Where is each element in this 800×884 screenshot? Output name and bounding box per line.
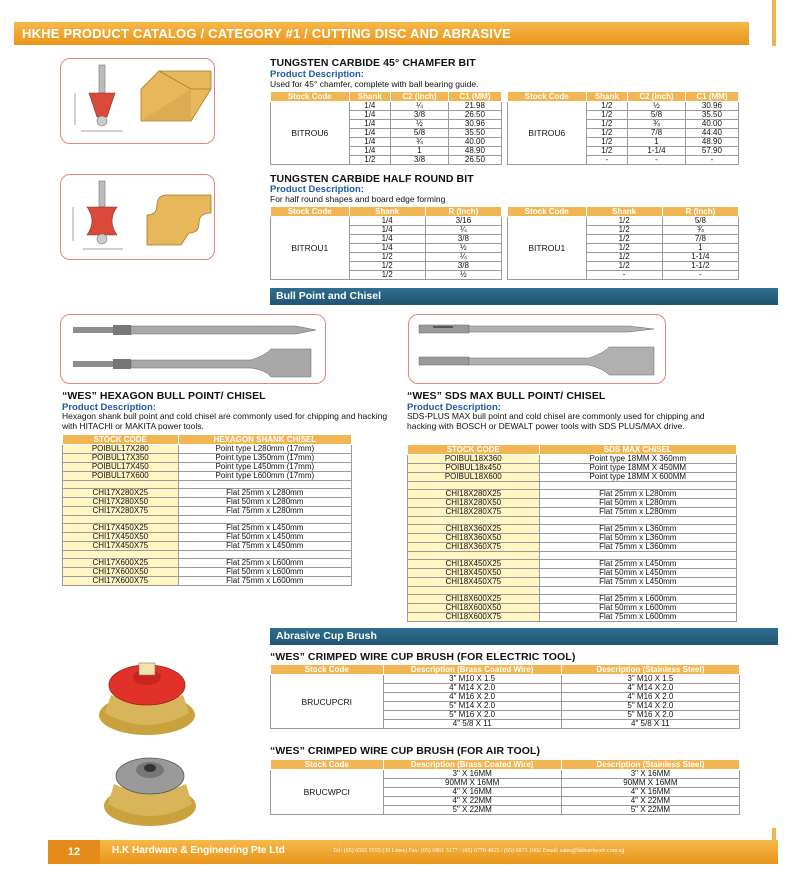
- table-cell: POIBUL17X280: [63, 445, 179, 454]
- table-cell: 1/4: [349, 111, 391, 120]
- table-cell: 1/2: [586, 217, 662, 226]
- table-cell: 35.50: [685, 111, 738, 120]
- table-cell: 4" 5/8 X 11: [561, 720, 739, 729]
- table-cell: Flat 50mm x L360mm: [539, 534, 736, 543]
- table-cell: CHI18X600X50: [408, 604, 540, 613]
- column-header: Shank: [349, 92, 391, 102]
- table-cell: Flat 75mm x L450mm: [178, 542, 351, 551]
- page-number: 12: [48, 840, 100, 864]
- column-header: Stock Code: [508, 92, 587, 102]
- table-cell: 3" M10 X 1.5: [561, 675, 739, 684]
- table-cell: 1/4: [349, 217, 425, 226]
- table-cell: CHI18X360X50: [408, 534, 540, 543]
- table-cell: 4" X 16MM: [383, 788, 561, 797]
- cup-electric-title: “WES” CRIMPED WIRE CUP BRUSH (FOR ELECTRIC TOOL): [270, 651, 576, 663]
- stock-code-cell: BITROU6: [271, 102, 350, 165]
- column-header: Stock Code: [508, 207, 587, 217]
- table-cell: 5/8: [391, 129, 449, 138]
- column-header: HEXAGON SHANK CHISEL: [178, 435, 351, 445]
- sds-desc: SDS-PLUS MAX bull point and cold chisel are commonly used for chipping and hacking with BOSCH or DEWALT power tools with SDS PLUS/MAX drive.: [407, 411, 705, 431]
- table-cell: ¼: [425, 253, 501, 262]
- column-header: R (Inch): [425, 207, 501, 217]
- table-cell: 3/16: [425, 217, 501, 226]
- table-cell: -: [586, 156, 628, 165]
- table-cell: 3/8: [425, 235, 501, 244]
- table-cell: 44.40: [685, 129, 738, 138]
- table-cell: 1: [662, 244, 738, 253]
- table-cell: 1/4: [349, 235, 425, 244]
- table-cell: CHI18X600X25: [408, 595, 540, 604]
- column-header: Stock Code: [271, 760, 384, 770]
- table-cell: Flat 75mm x L450mm: [539, 578, 736, 587]
- table-cell: POIBUL18X360: [408, 455, 540, 464]
- decorative-line-bottom: [772, 828, 776, 840]
- table-cell: CHI17X600X25: [63, 559, 179, 568]
- table-cell: 26.50: [448, 111, 501, 120]
- hex-title: “WES” HEXAGON BULL POINT/ CHISEL: [62, 390, 266, 402]
- column-header: C2 (Inch): [628, 92, 686, 102]
- column-header: Shank: [586, 92, 628, 102]
- table-cell: -: [586, 271, 662, 280]
- table-row: [63, 542, 352, 551]
- table-cell: Flat 25mm x L280mm: [178, 489, 351, 498]
- table-cell: POIBUL18X600: [408, 473, 540, 482]
- chamfer-table-left: [270, 91, 502, 165]
- table-cell: 3/8: [425, 262, 501, 271]
- column-header: Description (Stainless Steel): [561, 665, 739, 675]
- table-cell: 4" M16 X 2.0: [561, 693, 739, 702]
- chamfer-bit-image: [60, 58, 215, 144]
- column-header: C1 (MM): [685, 92, 738, 102]
- half-round-table-right: [507, 206, 739, 280]
- table-cell: Flat 25mm x L280mm: [539, 490, 736, 499]
- cup-air-title: “WES” CRIMPED WIRE CUP BRUSH (FOR AIR TOOL): [270, 745, 541, 757]
- table-cell: Point type L600mm (17mm): [178, 472, 351, 481]
- table-cell: Point type L280mm (17mm): [178, 445, 351, 454]
- table-cell: 1/4: [349, 120, 391, 129]
- table-cell: 4" X 22MM: [383, 797, 561, 806]
- table-cell: 40.00: [448, 138, 501, 147]
- table-cell: Flat 75mm x L280mm: [539, 508, 736, 517]
- table-cell: 1/2: [586, 235, 662, 244]
- chamfer-title: TUNGSTEN CARBIDE 45° CHAMFER BIT: [270, 57, 476, 69]
- table-cell: 4" X 16MM: [561, 788, 739, 797]
- table-cell: 1/4: [349, 226, 425, 235]
- table-cell: 1/2: [586, 226, 662, 235]
- hex-chisel-image: [60, 314, 326, 384]
- company-name: H.K Hardware & Engineering Pte Ltd: [112, 845, 285, 856]
- table-cell: -: [662, 271, 738, 280]
- table-cell: 1-1/4: [628, 147, 686, 156]
- table-cell: Flat 25mm x L600mm: [539, 595, 736, 604]
- table-cell: CHI17X450X50: [63, 533, 179, 542]
- chamfer-desc-heading: Product Description:: [270, 69, 364, 80]
- table-cell: 7/8: [662, 235, 738, 244]
- table-cell: 5" M14 X 2.0: [383, 702, 561, 711]
- column-header: STOCK CODE: [63, 435, 179, 445]
- table-cell: 4" M16 X 2.0: [383, 693, 561, 702]
- sds-desc-heading: Product Description:: [407, 402, 501, 413]
- table-cell: 5/8: [662, 217, 738, 226]
- table-cell: Flat 75mm x L280mm: [178, 507, 351, 516]
- table-cell: Flat 75mm x L600mm: [539, 613, 736, 622]
- table-cell: ¾: [662, 226, 738, 235]
- table-cell: 30.96: [685, 102, 738, 111]
- table-cell: 3" X 16MM: [561, 770, 739, 779]
- table-row: [408, 578, 737, 587]
- table-cell: 1/2: [586, 253, 662, 262]
- hex-desc: Hexagon shank bull point and cold chisel are commonly used for chipping and hacking with HITACHI or MAKITA power tools.: [62, 411, 388, 431]
- column-header: Shank: [349, 207, 425, 217]
- table-cell: 1/2: [586, 262, 662, 271]
- table-cell: 90MM X 16MM: [383, 779, 561, 788]
- catalog-banner: HKHE PRODUCT CATALOG / CATEGORY #1 / CUTTING DISC AND ABRASIVE: [14, 22, 749, 45]
- contact-info: Tel: (65) 6565 5555 (30 Lines) Fax: (65) 6861 3177 / (65) 6778 4025 / (65) 6873 1602 Email: sales@hkhardware.com.sg: [333, 848, 625, 854]
- table-cell: 48.90: [448, 147, 501, 156]
- column-header: Stock Code: [271, 92, 350, 102]
- table-cell: 1: [391, 147, 449, 156]
- table-cell: 48.90: [685, 138, 738, 147]
- table-cell: 1/2: [586, 129, 628, 138]
- column-header: Description (Brass Coated Wire): [383, 760, 561, 770]
- sds-chisel-image: [408, 314, 666, 384]
- cup-brush-electric-image: [95, 655, 200, 740]
- table-cell: ¼: [391, 102, 449, 111]
- column-header: Shank: [586, 207, 662, 217]
- table-cell: 1/2: [586, 111, 628, 120]
- column-header: C2 (Inch): [391, 92, 449, 102]
- table-cell: Flat 50mm x L280mm: [539, 499, 736, 508]
- sds-title: “WES” SDS MAX BULL POINT/ CHISEL: [407, 390, 606, 402]
- table-cell: Flat 75mm x L600mm: [178, 577, 351, 586]
- table-cell: 1/2: [349, 271, 425, 280]
- table-row: [408, 473, 737, 482]
- table-cell: POIBUL17X600: [63, 472, 179, 481]
- table-cell: ½: [391, 120, 449, 129]
- column-header: Description (Stainless Steel): [561, 760, 739, 770]
- table-cell: 90MM X 16MM: [561, 779, 739, 788]
- table-cell: Flat 50mm x L280mm: [178, 498, 351, 507]
- cup-electric-table: [270, 664, 740, 729]
- table-cell: 5/8: [628, 111, 686, 120]
- table-cell: 3" X 16MM: [383, 770, 561, 779]
- table-cell: 4" M14 X 2.0: [561, 684, 739, 693]
- table-cell: ¾: [628, 120, 686, 129]
- table-cell: CHI18X280X75: [408, 508, 540, 517]
- table-cell: POIBUL18x450: [408, 464, 540, 473]
- cup-brush-air-image: [100, 748, 200, 830]
- table-row: [63, 507, 352, 516]
- table-cell: 1-1/4: [662, 253, 738, 262]
- table-cell: 1/2: [586, 102, 628, 111]
- stock-code-cell: BITROU1: [508, 217, 587, 280]
- table-cell: 1/4: [349, 147, 391, 156]
- column-header: SDS MAX CHISEL: [539, 445, 736, 455]
- table-cell: 1/4: [349, 138, 391, 147]
- table-cell: 5" M16 X 2.0: [383, 711, 561, 720]
- table-cell: Point type 18MM X 600MM: [539, 473, 736, 482]
- table-cell: CHI18X280X50: [408, 499, 540, 508]
- table-cell: 5" X 22MM: [561, 806, 739, 815]
- decorative-line: [772, 0, 776, 46]
- table-cell: Point type L350mm (17mm): [178, 454, 351, 463]
- table-cell: ½: [628, 102, 686, 111]
- column-header: Stock Code: [271, 207, 350, 217]
- sds-table: [407, 444, 737, 622]
- table-cell: 7/8: [628, 129, 686, 138]
- table-cell: POIBUL17X450: [63, 463, 179, 472]
- table-cell: CHI17X450X25: [63, 524, 179, 533]
- table-row: [63, 577, 352, 586]
- table-cell: 26.50: [448, 156, 501, 165]
- table-cell: 3/8: [391, 111, 449, 120]
- table-cell: CHI18X600X75: [408, 613, 540, 622]
- table-cell: 1/2: [349, 262, 425, 271]
- table-cell: 1: [628, 138, 686, 147]
- table-cell: -: [628, 156, 686, 165]
- table-cell: 35.50: [448, 129, 501, 138]
- section-abrasive-cup-brush: Abrasive Cup Brush: [270, 628, 778, 645]
- table-cell: CHI18X450X75: [408, 578, 540, 587]
- stock-code-cell: BRUCWPCI: [271, 770, 384, 815]
- table-cell: Flat 25mm x L600mm: [178, 559, 351, 568]
- table-cell: 4" 5/8 X 11: [383, 720, 561, 729]
- table-cell: CHI18X360X75: [408, 543, 540, 552]
- table-cell: 1/2: [586, 147, 628, 156]
- table-cell: Flat 75mm x L360mm: [539, 543, 736, 552]
- chamfer-table-right: [507, 91, 739, 165]
- table-row: [63, 472, 352, 481]
- table-cell: 1/2: [586, 138, 628, 147]
- hex-desc-heading: Product Description:: [62, 402, 156, 413]
- table-row: [408, 508, 737, 517]
- table-cell: Flat 50mm x L600mm: [178, 568, 351, 577]
- table-cell: 5" X 22MM: [383, 806, 561, 815]
- table-cell: 1/2: [586, 120, 628, 129]
- table-cell: 21.98: [448, 102, 501, 111]
- table-row: [408, 613, 737, 622]
- table-cell: Point type L450mm (17mm): [178, 463, 351, 472]
- table-cell: -: [685, 156, 738, 165]
- table-cell: 1/2: [349, 253, 425, 262]
- half-round-desc: For half round shapes and board edge forming: [270, 194, 446, 204]
- table-cell: 4" M14 X 2.0: [383, 684, 561, 693]
- table-cell: CHI18X450X25: [408, 560, 540, 569]
- column-header: R (Inch): [662, 207, 738, 217]
- stock-code-cell: BITROU6: [508, 102, 587, 165]
- table-cell: 5" M16 X 2.0: [561, 711, 739, 720]
- table-row: [408, 543, 737, 552]
- table-cell: Point type 18MM X 450MM: [539, 464, 736, 473]
- table-cell: CHI17X280X50: [63, 498, 179, 507]
- table-cell: 1/4: [349, 102, 391, 111]
- table-cell: Flat 50mm x L450mm: [178, 533, 351, 542]
- chamfer-desc: Used for 45° chamfer, complete with ball bearing guide.: [270, 79, 479, 89]
- hex-table: [62, 434, 352, 586]
- column-header: Stock Code: [271, 665, 384, 675]
- table-cell: 1/4: [349, 244, 425, 253]
- section-bull-point: Bull Point and Chisel: [270, 288, 778, 305]
- table-cell: CHI18X360X25: [408, 525, 540, 534]
- table-cell: CHI17X600X75: [63, 577, 179, 586]
- half-round-table-left: [270, 206, 502, 280]
- table-cell: 1/2: [349, 156, 391, 165]
- table-cell: 3/8: [391, 156, 449, 165]
- table-cell: ½: [425, 271, 501, 280]
- table-cell: ¾: [391, 138, 449, 147]
- table-cell: 40.00: [685, 120, 738, 129]
- table-cell: Flat 50mm x L600mm: [539, 604, 736, 613]
- half-round-bit-image: [60, 174, 215, 260]
- table-cell: 3" M10 X 1.5: [383, 675, 561, 684]
- table-cell: 1/2: [586, 244, 662, 253]
- table-cell: CHI17X450X75: [63, 542, 179, 551]
- table-cell: Flat 25mm x L450mm: [539, 560, 736, 569]
- table-cell: Flat 25mm x L360mm: [539, 525, 736, 534]
- table-cell: CHI17X600X50: [63, 568, 179, 577]
- cup-air-table: [270, 759, 740, 815]
- table-cell: 30.96: [448, 120, 501, 129]
- table-cell: Flat 50mm x L450mm: [539, 569, 736, 578]
- table-cell: CHI18X280X25: [408, 490, 540, 499]
- table-cell: POIBUL17X350: [63, 454, 179, 463]
- table-cell: Point type 18MM X 360mm: [539, 455, 736, 464]
- table-cell: CHI18X450X50: [408, 569, 540, 578]
- table-cell: 1/4: [349, 129, 391, 138]
- stock-code-cell: BRUCUPCRI: [271, 675, 384, 729]
- column-header: STOCK CODE: [408, 445, 540, 455]
- table-cell: Flat 25mm x L450mm: [178, 524, 351, 533]
- table-cell: 5" M14 X 2.0: [561, 702, 739, 711]
- table-cell: 1-1/2: [662, 262, 738, 271]
- table-cell: ¼: [425, 226, 501, 235]
- column-header: C1 (MM): [448, 92, 501, 102]
- table-cell: CHI17X280X25: [63, 489, 179, 498]
- table-cell: 4" X 22MM: [561, 797, 739, 806]
- stock-code-cell: BITROU1: [271, 217, 350, 280]
- table-cell: 57.90: [685, 147, 738, 156]
- column-header: Description (Brass Coated Wire): [383, 665, 561, 675]
- half-round-title: TUNGSTEN CARBIDE HALF ROUND BIT: [270, 173, 474, 185]
- table-cell: CHI17X280X75: [63, 507, 179, 516]
- half-round-desc-heading: Product Description:: [270, 184, 364, 195]
- table-cell: ½: [425, 244, 501, 253]
